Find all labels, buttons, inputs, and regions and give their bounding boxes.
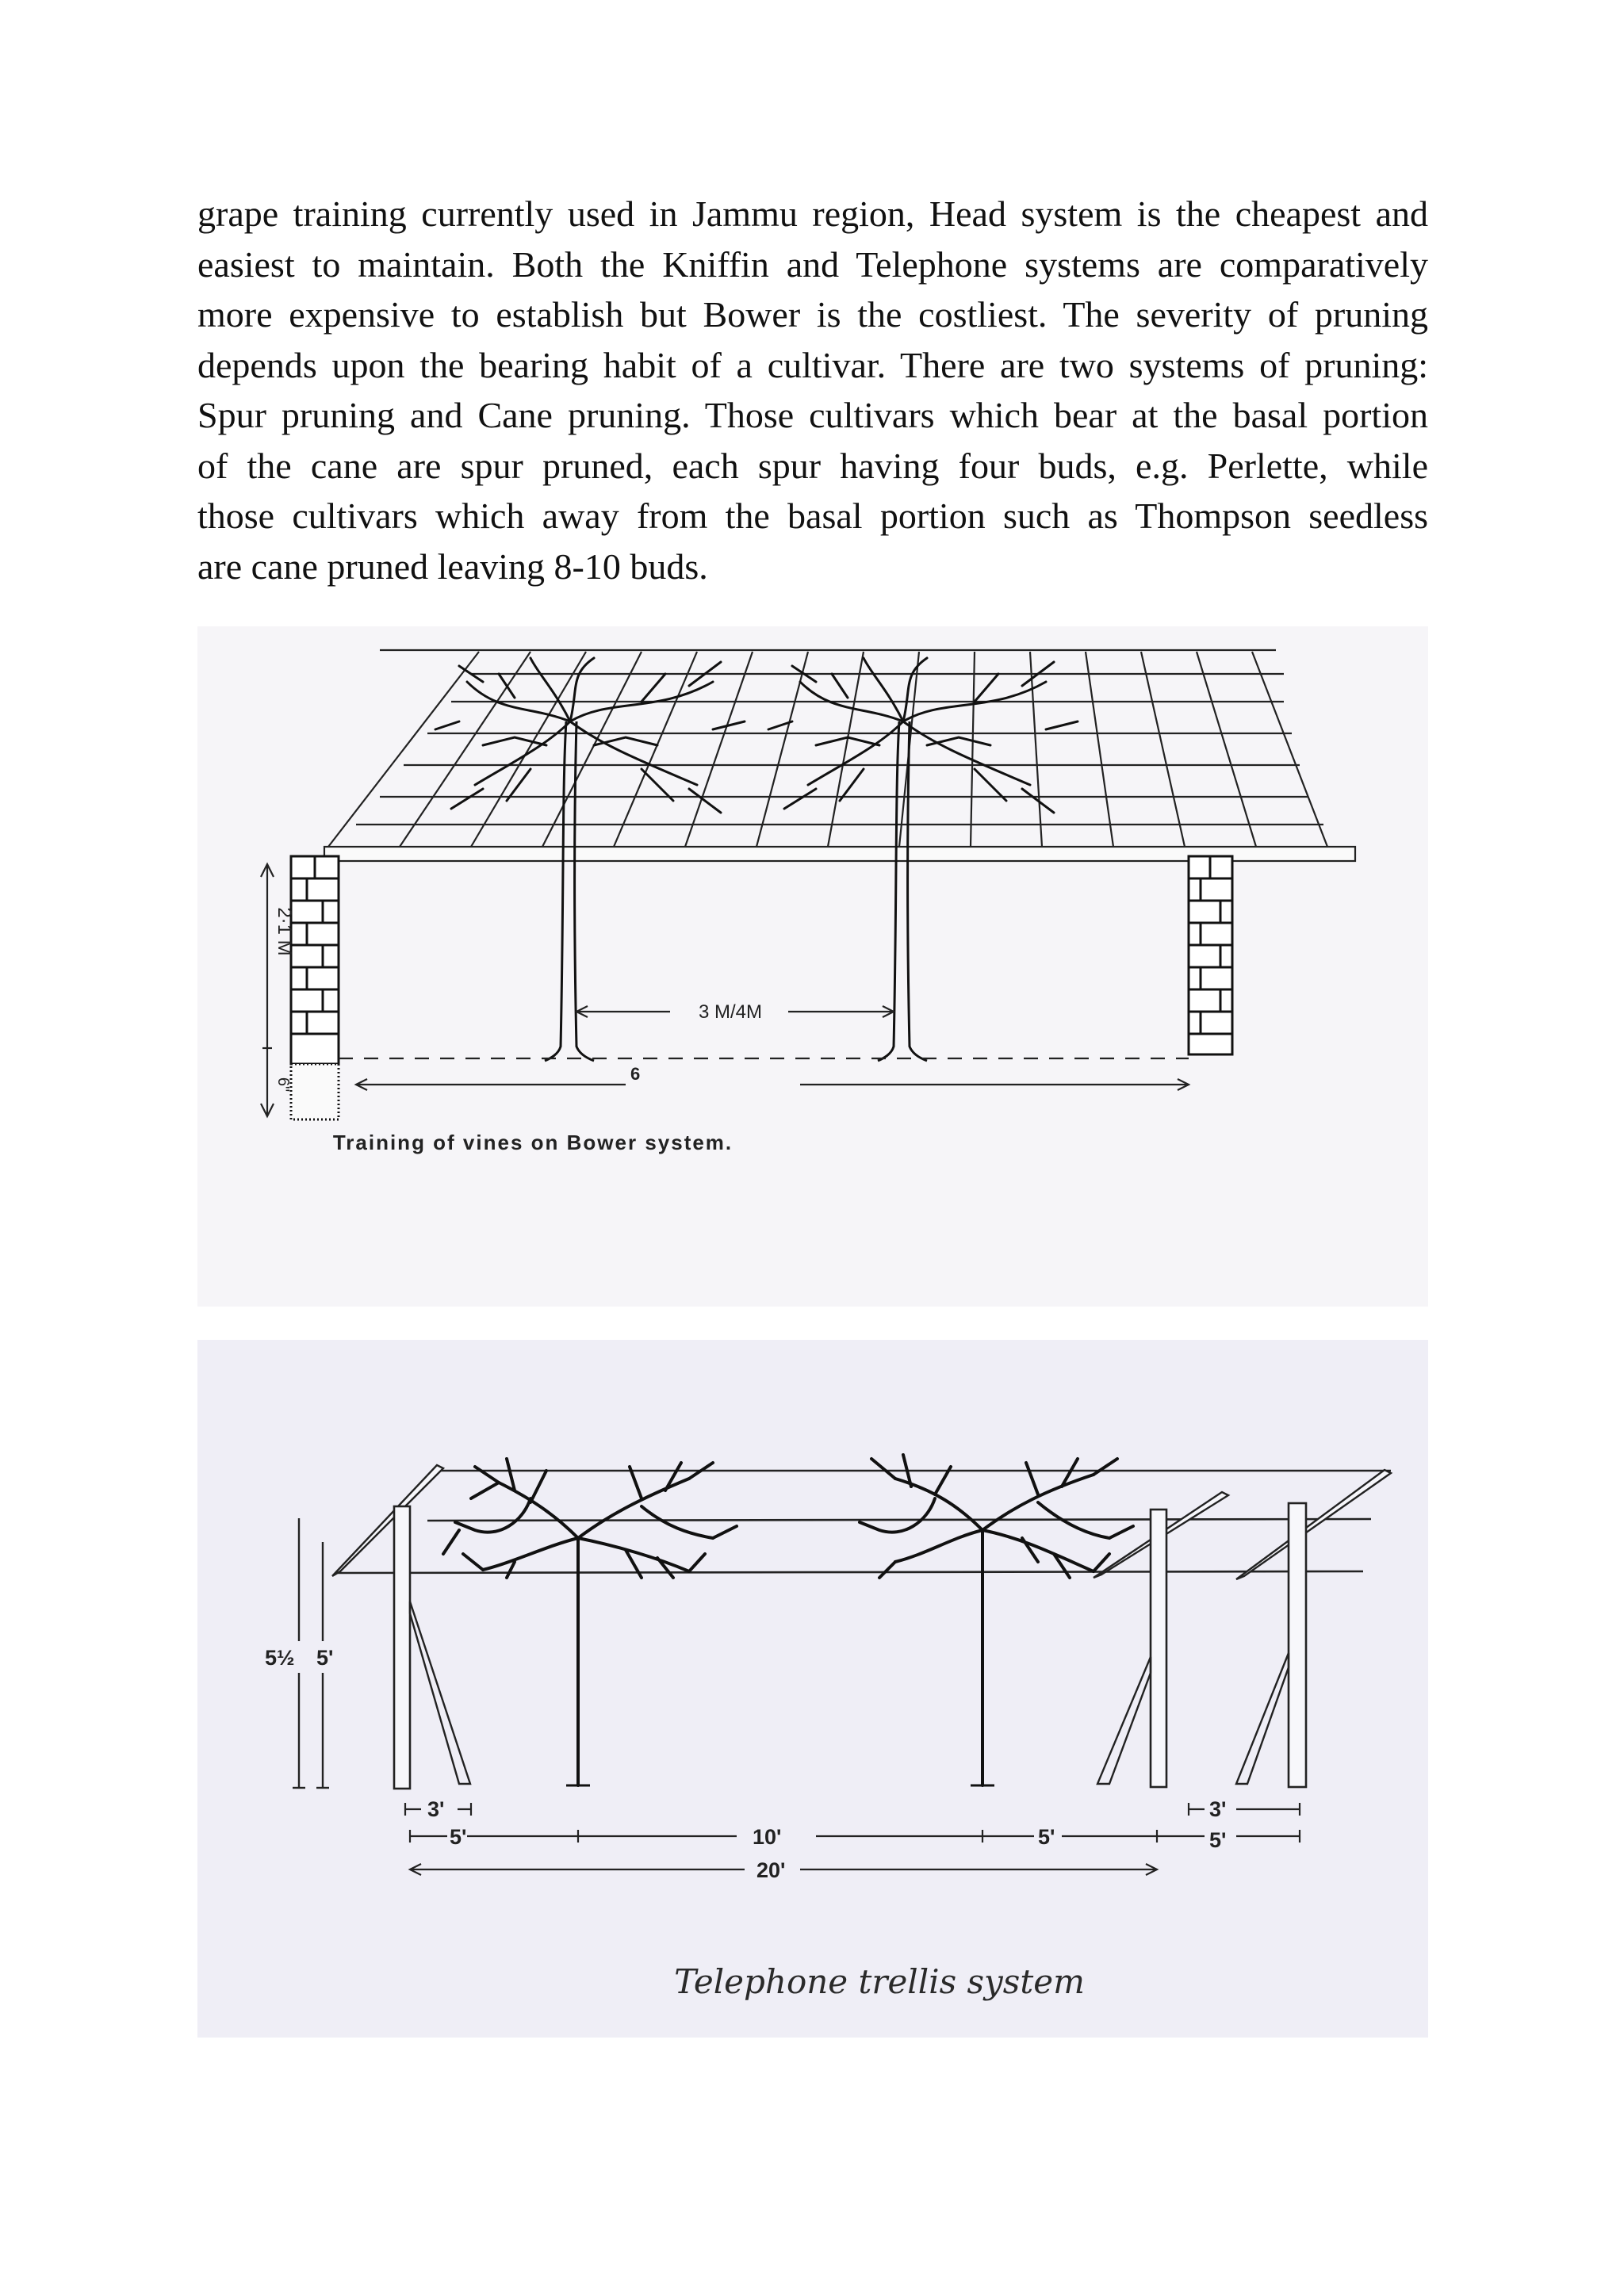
telephone-trellis-drawing xyxy=(197,1340,1428,2038)
dim-3ft-left-label: 3' xyxy=(427,1797,445,1821)
bower-height-label: 2·1 M xyxy=(274,907,295,956)
dim-20ft-label: 20' xyxy=(756,1858,786,1882)
bower-caption: Training of vines on Bower system. xyxy=(332,1131,733,1154)
bower-left-brick-pillar xyxy=(291,856,339,1119)
paragraph-line: more expensive to establish but Bower is the costliest. The severity of pruning xyxy=(197,294,1428,335)
telephone-caption: Telephone trellis system xyxy=(674,1962,1085,2001)
trellis-vine-right xyxy=(860,1455,1133,1785)
dim-3ft-right-label: 3' xyxy=(1209,1797,1227,1821)
bower-depth-label: 6" xyxy=(274,1077,292,1093)
trellis-posts xyxy=(394,1503,1306,1789)
bower-right-brick-pillar xyxy=(1189,856,1232,1054)
paragraph-line: those cultivars which away from the basal portion such as Thompson seedless xyxy=(197,496,1428,536)
body-paragraph xyxy=(197,189,1428,591)
bower-width-label: 6 xyxy=(630,1064,641,1084)
paragraph-line: Spur pruning and Cane pruning. Those cultivars which bear at the basal portion xyxy=(197,395,1428,435)
dim-5ft-left-label: 5' xyxy=(450,1825,467,1849)
paragraph-line: depends upon the bearing habit of a cultivar. There are two systems of pruning: xyxy=(197,344,1428,385)
trellis-vine-left xyxy=(443,1459,737,1785)
trellis-dimension-lines xyxy=(405,1803,1300,1875)
bower-ground-and-dimensions xyxy=(261,864,1189,1116)
paragraph-line: easiest to maintain. Both the Kniffin and Telephone systems are comparatively xyxy=(197,243,1428,285)
dim-5ft-mid-label: 5' xyxy=(1038,1825,1055,1849)
paragraph-line: are cane pruned leaving 8-10 buds. xyxy=(197,545,708,587)
paragraph-line: grape training currently used in Jammu region, Head system is the cheapest and xyxy=(197,193,1428,234)
bower-spacing-label: 3 M/4M xyxy=(698,1001,763,1023)
dim-5ft-right-label: 5' xyxy=(1209,1828,1227,1852)
telephone-height-outer-label: 5½ xyxy=(265,1646,295,1670)
telephone-trellis-figure xyxy=(197,1340,1428,2038)
bower-overhead-grid xyxy=(324,650,1355,861)
bower-system-figure xyxy=(197,626,1428,1307)
bower-vine-canopy xyxy=(435,658,1078,813)
dim-10ft-label: 10' xyxy=(753,1825,782,1849)
paragraph-line: of the cane are spur pruned, each spur having four buds, e.g. Perlette, while xyxy=(197,445,1428,486)
bower-system-drawing xyxy=(197,626,1428,1307)
telephone-height-inner-label: 5' xyxy=(316,1646,334,1670)
